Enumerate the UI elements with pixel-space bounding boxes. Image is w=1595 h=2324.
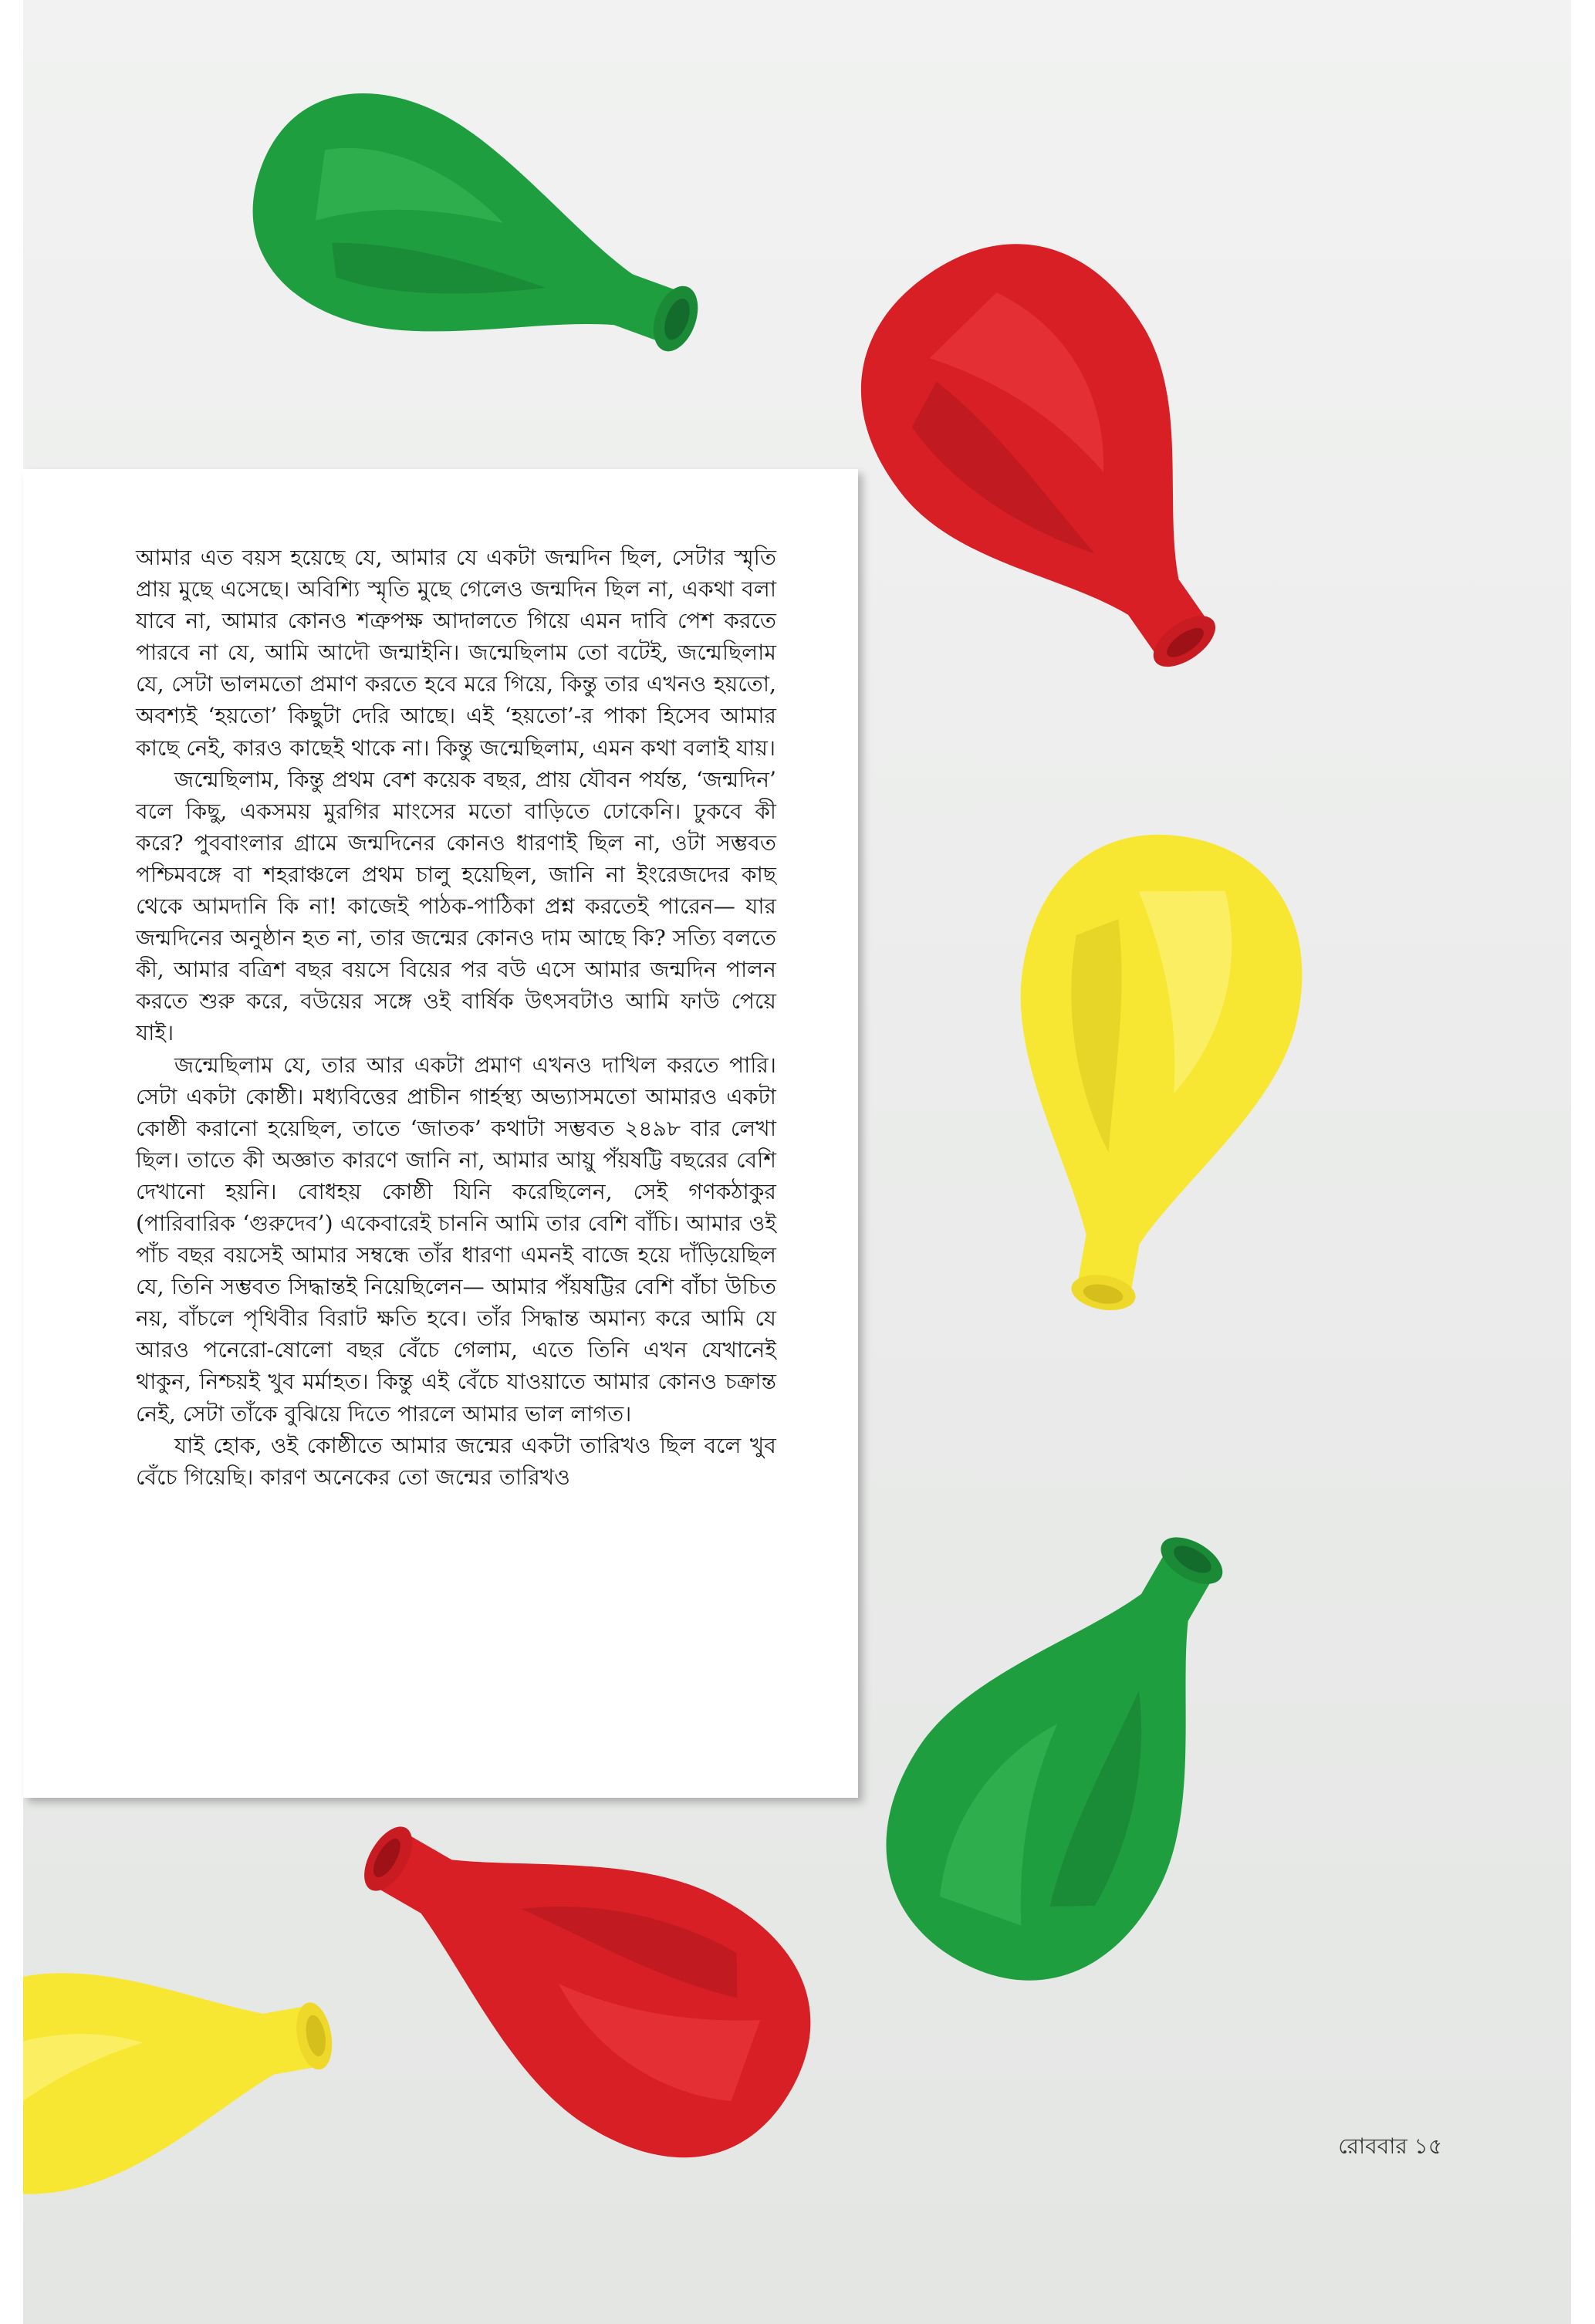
green-balloon-icon — [201, 93, 772, 417]
red-balloon-icon — [810, 193, 1320, 748]
yellow-balloon-icon — [23, 1914, 378, 2207]
page-folio: রোববার ১৫ — [1338, 2133, 1442, 2159]
article-paragraph: যাই হোক, ওই কোষ্ঠীতে আমার জন্মের একটা তারিখও ছিল বলে খুব বেঁচে গিয়েছি। কারণ অনেকের তো জন্মের তারিখও — [136, 1432, 777, 1490]
article-paragraph: জন্মেছিলাম যে, তার আর একটা প্রমাণ এখনও দাখিল করতে পারি। সেটা একটা কোষ্ঠী। মধ্যবিত্তের প্রাচীন গার্হস্থ্য অভ্যাসমতো আমারও একটা কোষ্ঠী করানো হয়েছিল, তাতে ‘জাতক’ কথাটা সম্ভবত ২৪৯৮ বার লেখা ছিল। তাতে কী অজ্ঞাত কারণে জানি না, আমার আয়ু পঁয়ষট্টি বছরের বেশি দেখানো হয়নি। বোধহয় কোষ্ঠী যিনি করেছিলেন, সেই গণকঠাকুর (পারিবারিক ‘গুরুদেব’) একেবারেই চাননি আমি তার বেশি বাঁচি। আমার ওই পাঁচ বছর বয়সেই আমার সম্বন্ধে তাঁর ধারণা এমনই বাজে হয়ে দাঁড়িয়েছিল যে, তিনি সম্ভবত সিদ্ধান্তই নিয়েছিলেন— আমার পঁয়ষট্টির বেশি বাঁচা উচিত নয়, বাঁচলে পৃথিবীর বিরাট ক্ষতি হবে। তাঁর সিদ্ধান্ত অমান্য করে আমি যে আরও পনেরো-ষোলো বছর বেঁচে গেলাম, এতে তিনি এখন যেখানেই থাকুন, নিশ্চয়ই খুব মর্মাহত। কিন্তু এই বেঁচে যাওয়াতে আমার কোনও চক্রান্ত নেই, সেটা তাঁকে বুঝিয়ে দিতে পারলে আমার ভাল লাগত। — [136, 1052, 776, 1427]
green-balloon-icon — [857, 1466, 1289, 2052]
yellow-balloon-icon — [972, 772, 1312, 1420]
article-body — [136, 542, 776, 1493]
article-paragraph: জন্মেছিলাম, কিন্তু প্রথম বেশ কয়েক বছর, প্রায় যৌবন পর্যন্ত, ‘জন্মদিন’ বলে কিছু, একসময় মুরগির মাংসের মতো বাড়িতে ঢোকেনি। ঢুকবে কী করে? পুববাংলার গ্রামে জন্মদিনের কোনও ধারণাই ছিল না, ওটা সম্ভবত পশ্চিমবঙ্গে বা শহরাঞ্চলে প্রথম চালু হয়েছিল, জানি না ইংরেজদের কাছ থেকে আমদানি কি না! কাজেই পাঠক-পাঠিকা প্রশ্ন করতেই পারেন— যার জন্মদিনের অনুষ্ঠান হত না, তার জন্মের কোনও দাম আছে কি? সত্যি বলতে কী, আমার বত্রিশ বছর বয়সে বিয়ের পর বউ এসে আমার জন্মদিন পালন করতে শুরু করে, বউয়ের সঙ্গে ওই বার্ষিক উৎসবটাও আমি ফাউ পেয়ে যাই। — [136, 766, 776, 1046]
article-paragraph: আমার এত বয়স হয়েছে যে, আমার যে একটা জন্মদিন ছিল, সেটার স্মৃতি প্রায় মুছে এসেছে। অবিশ্যি স্মৃতি মুছে গেলেও জন্মদিন ছিল না, একথা বলা যাবে না, আমার কোনও শত্রুপক্ষ আদালতে গিয়ে এমন দাবি পেশ করতে পারবে না যে, আমি আদৌ জন্মাইনি। জন্মেছিলাম তো বটেই, জন্মেছিলাম যে, সেটা ভালমতো প্রমাণ করতে হবে মরে গিয়ে, কিন্তু তার এখনও হয়তো, অবশ্যই ‘হয়তো’ কিছুটা দেরি আছে। এই ‘হয়তো’-র পাকা হিসেব আমার কাছে নেই, কারও কাছেই থাকে না। কিন্তু জন্মেছিলাম, এমন কথা বলাই যায়। — [136, 545, 776, 761]
